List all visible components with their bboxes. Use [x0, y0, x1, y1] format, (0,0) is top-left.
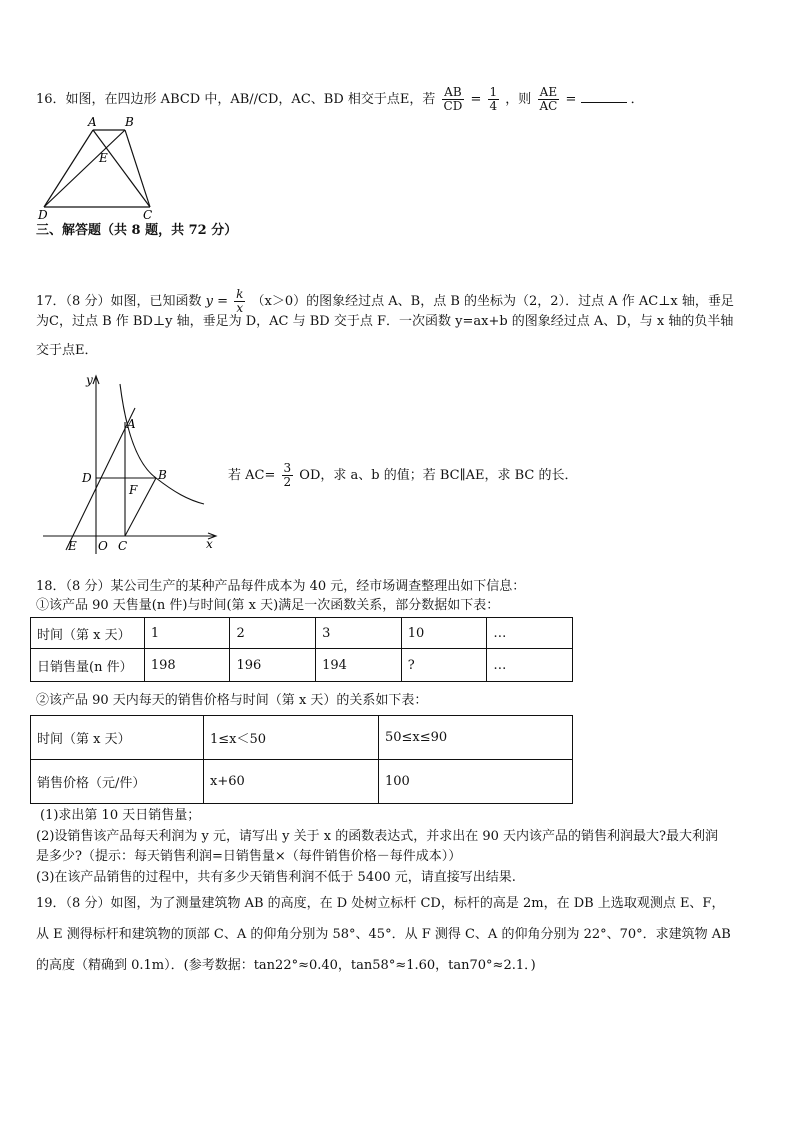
table-cell: x+60: [204, 760, 379, 804]
table-cell: 196: [230, 649, 316, 682]
q18-condition-2: ②该产品 90 天内每天的销售价格与时间（第 x 天）的关系如下表：: [36, 693, 428, 708]
section-heading: 三、解答题（共 8 题，共 72 分）: [36, 223, 238, 238]
table-cell: ?: [401, 649, 487, 682]
table-cell: …: [487, 649, 573, 682]
label-d: D: [82, 471, 92, 485]
table-cell: 194: [316, 649, 402, 682]
label-c: C: [118, 539, 128, 553]
q18-table-sales: [30, 617, 573, 682]
table-cell: 时间（第 x 天）: [31, 618, 145, 649]
q19-line3: 的高度（精确到 0.1m）．(参考数据：tan22°≈0.40，tan58°≈1.60，tan70°≈2.1．): [36, 958, 536, 973]
q17-ask: 若 AC= $\frac{3}{2}$ OD，求 a、b 的值；若 BC∥AE，求 BC 的长．: [228, 461, 578, 489]
q18-part-2b: 是多少?（提示：每天销售利润=日销售量×（每件销售价格－每件成本））: [36, 849, 462, 864]
label-o: O: [98, 539, 108, 553]
q17-ask-frac: $\frac{3}{2}$: [283, 461, 292, 489]
label-e: E: [99, 151, 108, 165]
q18-intro: 18．（8 分）某公司生产的某种产品每件成本为 40 元，经市场调查整理出如下信息：: [36, 579, 526, 594]
q18-condition-1: ①该产品 90 天售量(n 件)与时间(第 x 天)满足一次函数关系，部分数据如下表：: [36, 598, 500, 613]
q16-frac-ab-cd: $\frac{AB}{CD}$: [443, 85, 463, 113]
q17-line3: 交于点E．: [36, 343, 98, 358]
label-x: x: [206, 537, 213, 551]
q17-function-graph: [38, 370, 228, 560]
table-cell: 1≤x＜50: [204, 716, 379, 760]
q16-trapezoid-diagram: [36, 112, 166, 224]
q18-part-1: (1)求出第 10 天日销售量；: [40, 808, 201, 823]
table-cell: …: [487, 618, 573, 649]
label-a: A: [127, 417, 136, 431]
q18-part-2a: (2)设销售该产品每天利润为 y 元，请写出 y 关于 x 的函数表达式，并求出在 90 天内该产品的销售利润最大?最大利润: [36, 829, 719, 844]
table-row: [31, 716, 573, 760]
q16-frac-ae-ac: $\frac{AE}{AC}$: [539, 85, 558, 113]
label-e: E: [68, 539, 77, 553]
q16-frac-one-four: $\frac{1}{4}$: [489, 85, 498, 113]
q16-prefix: 16．如图，在四边形 ABCD 中，AB//CD，AC、BD 相交于点E，若: [36, 92, 436, 107]
table-row: [31, 649, 573, 682]
q17-line1: 17．（8 分）如图，已知函数 y = $\frac{k}{x}$ （x＞0）的图象经过点 A、B，点 B 的坐标为（2，2）．过点 A 作 AC⊥x 轴，垂足: [36, 287, 734, 315]
table-cell: 3: [316, 618, 402, 649]
answer-blank[interactable]: [581, 90, 627, 103]
label-b: B: [158, 468, 167, 482]
q19-line2: 从 E 测得标杆和建筑物的顶部 C、A 的仰角分别为 58°、45°．从 F 测得 C、A 的仰角分别为 22°、70°．求建筑物 AB: [36, 927, 731, 942]
label-f: F: [129, 483, 138, 497]
table-row: [31, 760, 573, 804]
table-cell: 2: [230, 618, 316, 649]
label-b: B: [125, 115, 134, 129]
q18-table-price: [30, 715, 573, 804]
label-y: y: [86, 373, 93, 387]
q16-text: 16．如图，在四边形 ABCD 中，AB//CD，AC、BD 相交于点E，若 $\frac{AB}{CD}$ = $\frac{1}{4}$ ，则 $\frac{AE}{AC}$ = ．: [36, 85, 644, 113]
table-cell: 日销售量(n 件）: [31, 649, 145, 682]
q19-line1: 19．（8 分）如图，为了测量建筑物 AB 的高度，在 D 处树立标杆 CD，标杆的高是 2m，在 DB 上选取观测点 E、F，: [36, 896, 725, 911]
table-cell: 10: [401, 618, 487, 649]
label-d: D: [38, 208, 48, 222]
q17-func-frac: $\frac{k}{x}$: [236, 287, 244, 315]
table-cell: 时间（第 x 天）: [31, 716, 204, 760]
table-row: [31, 618, 573, 649]
table-cell: 1: [144, 618, 230, 649]
q17-line2: 为C，过点 B 作 BD⊥y 轴，垂足为 D，AC 与 BD 交于点 F．一次函数 y=ax+b 的图象经过点 A、D，与 x 轴的负半轴: [36, 314, 734, 329]
table-cell: 198: [144, 649, 230, 682]
table-cell: 销售价格（元/件）: [31, 760, 204, 804]
q18-part-3: (3)在该产品销售的过程中，共有多少天销售利润不低于 5400 元，请直接写出结果.: [36, 870, 516, 885]
label-a: A: [88, 115, 97, 129]
label-c: C: [143, 208, 153, 222]
table-cell: 50≤x≤90: [379, 716, 573, 760]
table-cell: 100: [379, 760, 573, 804]
